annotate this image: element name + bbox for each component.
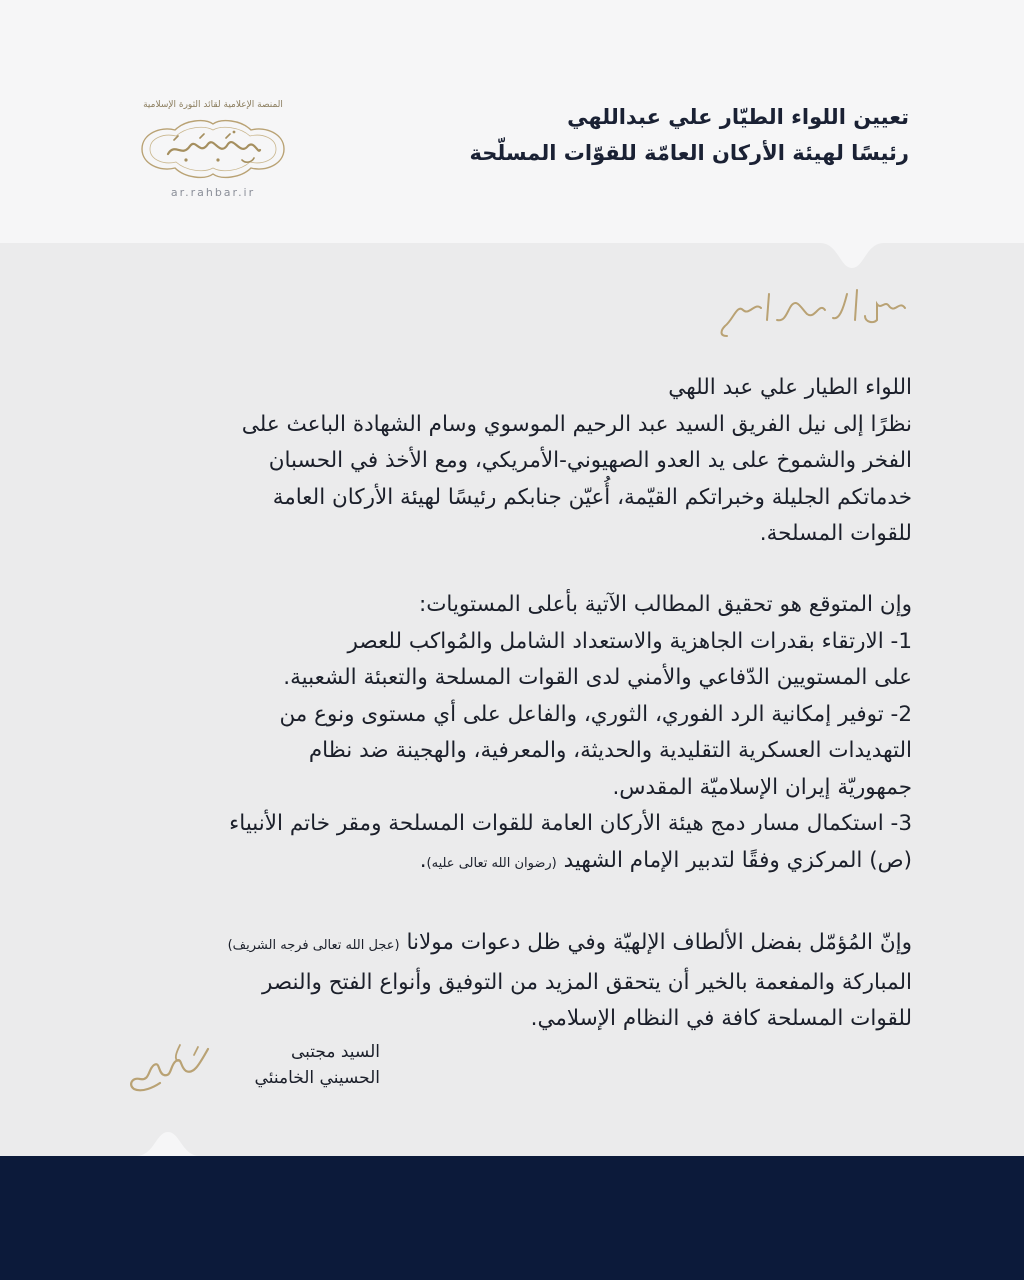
text-segment: وإنّ المُؤمّل بفضل الألطاف الإلهيّة وفي ظل دعوات مولانا [406, 930, 912, 955]
basmala [715, 280, 915, 346]
text-line: 3- استكمال مسار دمج هيئة الأركان العامة للقوات المسلحة ومقر خاتم الأنبياء [229, 811, 912, 836]
paragraph-expectations [182, 587, 912, 882]
text-line: وإن المتوقع هو تحقيق المطالب الآتية بأعلى المستويات: [418, 592, 912, 617]
signatory-name-line-2: الحسيني الخامنئي [254, 1068, 380, 1088]
website-url[interactable]: ar.rahbar.ir [170, 186, 256, 199]
calligraphy-emblem-icon [130, 114, 296, 184]
text-line [182, 925, 912, 965]
text-segment: (ص) المركزي وفقًا لتدبير الإمام الشهيد [563, 847, 912, 873]
paragraph-closing [182, 925, 912, 1038]
text-line: للقوات المسلحة كافة في النظام الإسلامي. [530, 1006, 912, 1031]
text-line: الفخر والشموخ على يد العدو الصهيوني-الأمريكي، ومع الأخذ في الحسبان [268, 448, 912, 473]
paragraph-appointment [182, 370, 912, 553]
text-line: 1- الارتقاء بقدرات الجاهزية والاستعداد الشامل والمُواكب للعصر [347, 628, 912, 654]
basmala-calligraphy-icon [715, 280, 915, 342]
text-line: جمهوريّة إيران الإسلاميّة المقدس. [612, 774, 912, 800]
page-title-line-1: تعيين اللواء الطيّار علي عبداللهي [567, 105, 909, 129]
signature-mark-icon [120, 1035, 216, 1095]
signature [120, 1035, 380, 1105]
text-line: نظرًا إلى نيل الفريق السيد عبد الرحيم الموسوي وسام الشهادة الباعث على [241, 411, 912, 437]
signatory-name [220, 1039, 380, 1091]
text-line: للقوات المسلحة. [759, 521, 912, 546]
text-line: اللواء الطيار علي عبد اللهي [668, 375, 912, 400]
footer-band [0, 1156, 1024, 1280]
honorific-text: (عجل الله تعالى فرجه الشريف) [227, 938, 400, 953]
page-title-line-2: رئيسًا لهيئة الأركان العامّة للقوّات المسلّحة [469, 141, 909, 165]
text-line [182, 843, 912, 883]
signatory-name-line-1: السيد مجتبى [290, 1042, 380, 1062]
logo[interactable] [128, 100, 298, 210]
honorific-text: (رضوان الله تعالى عليه) [426, 855, 557, 871]
text-line: التهديدات العسكرية التقليدية والحديثة، والمعرفية، والهجينة ضد نظام [308, 738, 912, 763]
text-segment: . [419, 847, 427, 873]
logo-caption: المنصة الإعلامية لقائد الثورة الإسلامية [143, 100, 283, 110]
text-line: المباركة والمفعمة بالخير أن يتحقق المزيد من التوفيق وأنواع الفتح والنصر [262, 969, 912, 995]
text-line: 2- توفير إمكانية الرد الفوري، الثوري، والفاعل على أي مستوى ونوع من [279, 701, 912, 727]
text-line: على المستويين الدّفاعي والأمني لدى القوات المسلحة والتعبئة الشعبية. [283, 665, 912, 690]
text-line: خدماتكم الجليلة وخبراتكم القيّمة، أُعيّن جنابكم رئيسًا لهيئة الأركان العامة [272, 484, 912, 510]
